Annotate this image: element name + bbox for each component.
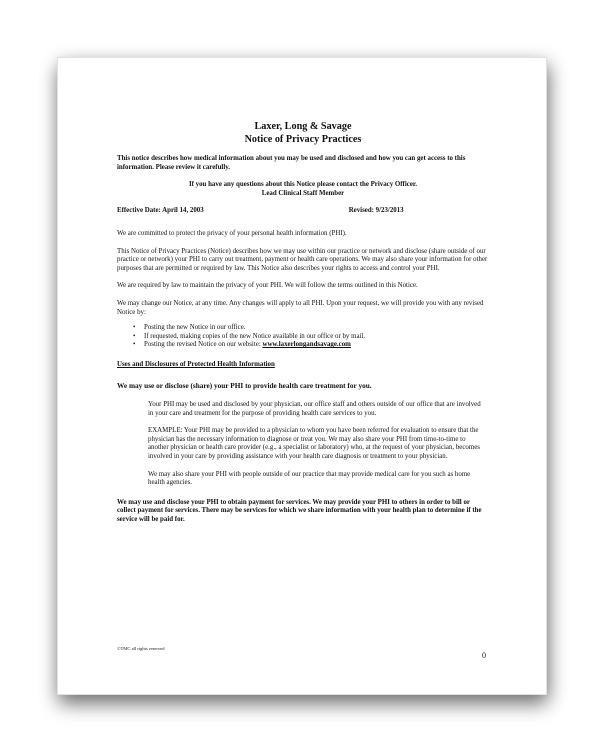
list-item: • Posting the revised Notice on our website: www.laxerlongandsavage.com	[133, 341, 351, 349]
list-item: • If requested, making copies of the new Notice available in our office or by mail.	[133, 332, 366, 340]
dates-row	[117, 207, 489, 216]
org-name: Laxer, Long & Savage	[254, 121, 352, 132]
page-number: 0	[482, 651, 486, 660]
document-page	[58, 58, 546, 694]
copyright-note: ©TMC all rights reserved	[117, 646, 165, 651]
document-content	[117, 121, 489, 525]
payment-paragraph: We may use and disclose your PHI to obtain payment for services. We may provide your PHI to others in order to bill or collect payment for services. There may be services for which we share information with your health plan to determine if the service will be paid for.	[117, 498, 482, 524]
contact-block	[117, 181, 489, 198]
bullet-icon: •	[133, 324, 136, 332]
bullet-icon: •	[133, 332, 136, 340]
section-heading: Uses and Disclosures of Protected Health Information	[117, 360, 275, 368]
treatment-heading: We may use or disclose (share) your PHI to provide health care treatment for you.	[117, 380, 372, 390]
treatment-outside-sharing: We may also share your PHI with people outside of our practice that may provide medical care for you such as home health agencies.	[148, 470, 471, 487]
treatment-paragraph: Your PHI may be used and disclosed by your physician, our office staff and others outside of our office that are involved in your care and treatment for the purpose of providing health care services to you.	[148, 401, 481, 417]
website-link[interactable]: www.laxerlongandsavage.com	[262, 341, 351, 349]
treatment-example: EXAMPLE: Your PHI may be provided to a physician to whom you have been referred for evaluation to ensure that the physician has the necessary information to diagnose or treat you. We may also share your PHI from time-to-time to another physician or health care provider (e.g., a specialist or laboratory) who, at the request of your physician, becomes involved in your care by providing assistance with your health care diagnosis or treatment to your physician.	[148, 427, 480, 461]
paragraph-legal-requirement: We are required by law to maintain the privacy of your PHI. We will follow the terms outlined in this Notice.	[117, 282, 418, 290]
document-title: Notice of Privacy Practices	[244, 133, 362, 145]
intro-notice: This notice describes how medical information about you may be used and disclosed and how you can get access to this information. Please review it carefully.	[117, 155, 466, 171]
privacy-officer-title: Lead Clinical Staff Member	[261, 189, 345, 197]
revision-methods-list	[117, 324, 489, 350]
paragraph-notice-description: This Notice of Privacy Practices (Notice) describes how we may use within our practice or network and disclose (share outside of our practice or network) your PHI to carry out treatment, payment or health care operations. We may also share your information for other purposes that are permitted or required by law. This Notice also describes your rights to access and control your PHI.	[117, 247, 488, 272]
paragraph-changes: We may change our Notice, at any time. Any changes will apply to all PHI. Upon your request, we will provide you with any revised Notice by:	[117, 299, 484, 316]
bullet-icon: •	[133, 341, 136, 349]
paragraph-commitment: We are committed to protect the privacy of your personal health information (PHI).	[117, 229, 347, 237]
list-item: • Posting the new Notice in our office.	[133, 324, 246, 332]
contact-line: If you have any questions about this Notice please contact the Privacy Officer.	[188, 181, 418, 189]
revised-date: Revised: 9/23/2013	[348, 207, 404, 215]
effective-date: Effective Date: April 14, 2003	[117, 207, 204, 215]
